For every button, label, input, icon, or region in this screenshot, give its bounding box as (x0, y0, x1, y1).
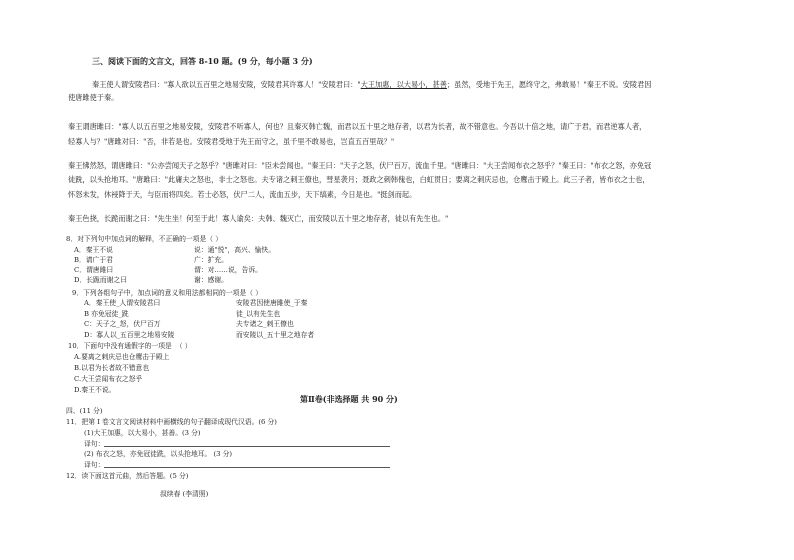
q9-option-b (84, 310, 280, 319)
passage-p3-line3: 怀怒未发，休祲降于天，与臣而将四矣。若士必怒，伏尸二人，流血五步，天下缟素，今日是也。"挺剑而起。 (68, 190, 417, 199)
passage-p1-a: 秦王使人谓安陵君曰："寡人欲以五百里之地易安陵，安陵君其许寡人！"安陵君曰：" (92, 80, 361, 89)
q9-stem: 9．下列各组句子中，加点词的意义和用法都相同的一项是（ ） (72, 289, 262, 297)
q9-option-d-right: 而安陵以_五十里之地存者 (236, 331, 315, 339)
q8-option-a-right: 说：通"悦"，高兴、愉快。 (194, 246, 276, 254)
q8-option-b-left: B．请广于君 (74, 256, 113, 264)
passage-p1-line2: 使唐雎使于秦。 (68, 93, 119, 102)
q10-option-b: B.以君为长者故不错意也 (74, 364, 150, 372)
q8-option-c (74, 266, 262, 275)
q8-option-b-right: 广：扩充。 (194, 256, 228, 264)
part2-title: 第Ⅱ卷(非选择题 共 90 分) (300, 394, 398, 404)
underlined-sentence: 大王加惠，以大易小，甚善 (360, 80, 447, 89)
passage-p4-line1: 秦王色挠，长跪而谢之曰："先生坐！何至于此！寡人谕矣：夫韩、魏灭亡，而安陵以五十里之地存者，徒以有先生也。" (68, 214, 449, 223)
q9-option-b-right: 徒_以有先生也 (236, 310, 281, 318)
q8-stem: 8．对下列句中加点词的解释，不正确的一项是（ ） (66, 235, 223, 243)
q9-option-d (84, 331, 314, 340)
section-heading: 三、阅读下面的文言文，回答 8-10 题。(9 分，每小题 3 分) (92, 56, 313, 66)
q9-option-b-left: B 亦免冠徒_跣 (84, 310, 129, 318)
q8-option-a (74, 246, 275, 255)
passage-p3-line1: 秦王怫然怒，谓唐雎曰："公亦尝闻天子之怒乎？"唐雎对曰："臣未尝闻也。"秦王曰："天子之怒，伏尸百万，流血千里。"唐雎曰："大王尝闻布衣之怒乎？"秦王曰："布衣之怒，亦免冠 (68, 161, 652, 170)
q8-option-d-left: D．长跪而谢之曰 (74, 276, 128, 284)
q10-stem (68, 342, 192, 351)
q8-option-d-right: 谢：感谢。 (194, 276, 228, 284)
q8-option-c-right: 谓：对……说，告诉。 (194, 266, 262, 274)
q11-item2: (2) 布衣之怒，亦免冠徒跣，以头抢地耳。 (3 分) (84, 450, 233, 458)
passage-p2-line2: 轻寡人与？"唐雎对曰："否，非若是也。安陵君受地于先王而守之，虽千里不敢易也，岂直五百里哉？" (68, 137, 395, 146)
q8-option-b (74, 256, 228, 265)
q8-option-d (74, 276, 228, 285)
q9-option-d-left: D：寡人以_五百里之地易安陵 (84, 331, 175, 339)
q9-option-c-right: 夫专诸之_刺王僚也 (236, 320, 294, 328)
q8-option-c-left: C．谓唐雎曰 (74, 266, 114, 274)
q9-option-a-left: A．秦王使_人谓安陵君曰 (84, 299, 161, 307)
q11-item1-label: 译句： (84, 440, 105, 448)
q10-option-a: A.要离之刺庆忌也仓鹰击于殿上 (74, 353, 170, 361)
q4-label: 四、(11 分) (66, 407, 103, 415)
q11-item2-label: 译句： (84, 461, 105, 469)
q9-option-a (84, 299, 307, 308)
q10-stem-text: 10．下面句中没有通假字的一项是 (68, 342, 172, 350)
footer-text: 叔续春 (李清照) (160, 490, 209, 498)
q10-option-d: D.秦王不说。 (74, 386, 116, 394)
q9-option-a-right: 安陵君因使唐雎使_于秦 (236, 299, 308, 307)
q11-answer-line-1[interactable] (104, 446, 390, 447)
passage-p1-line1 (92, 80, 652, 90)
q11-item1: (1)大王加惠，以大易小，甚善。(3 分) (84, 429, 201, 437)
q12-stem: 12．读下面这首元曲，然后答题。(5 分) (66, 472, 189, 480)
q11-answer-line-2[interactable] (104, 467, 390, 468)
q9-option-c (84, 320, 294, 329)
q11-stem: 11．把第 I 卷文言文阅读材料中画横线的句子翻译成现代汉语。(6 分) (66, 418, 277, 426)
q10-option-c: C.大王尝闻布衣之怒乎 (74, 375, 143, 383)
q9-option-c-left: C：天子之_怒，伏尸百万 (84, 320, 161, 328)
q10-stem-tail: （ ） (175, 342, 192, 350)
passage-p3-line2: 徒跣，以头抢地耳。"唐雎曰："此庸夫之怒也，非士之怒也。夫专诸之刺王僚也，彗星袭月；聂政之刺韩傀也，白虹贯日；要离之刺庆忌也，仓鹰击于殿上。此三子者，皆布衣之士也， (68, 175, 650, 184)
passage-p1-b: ；虽然，受地于先王，愿终守之，弗敢易！"秦王不说。安陵君因 (446, 80, 652, 89)
passage-p2-line1: 秦王谓唐雎曰："寡人以五百里之地易安陵，安陵君不听寡人，何也？且秦灭韩亡魏，而君以五十里之地存者，以君为长者，故不错意也。今吾以十倍之地，请广于君，而君逆寡人者， (68, 122, 647, 131)
q8-option-a-left: A．秦王不说 (74, 246, 113, 254)
